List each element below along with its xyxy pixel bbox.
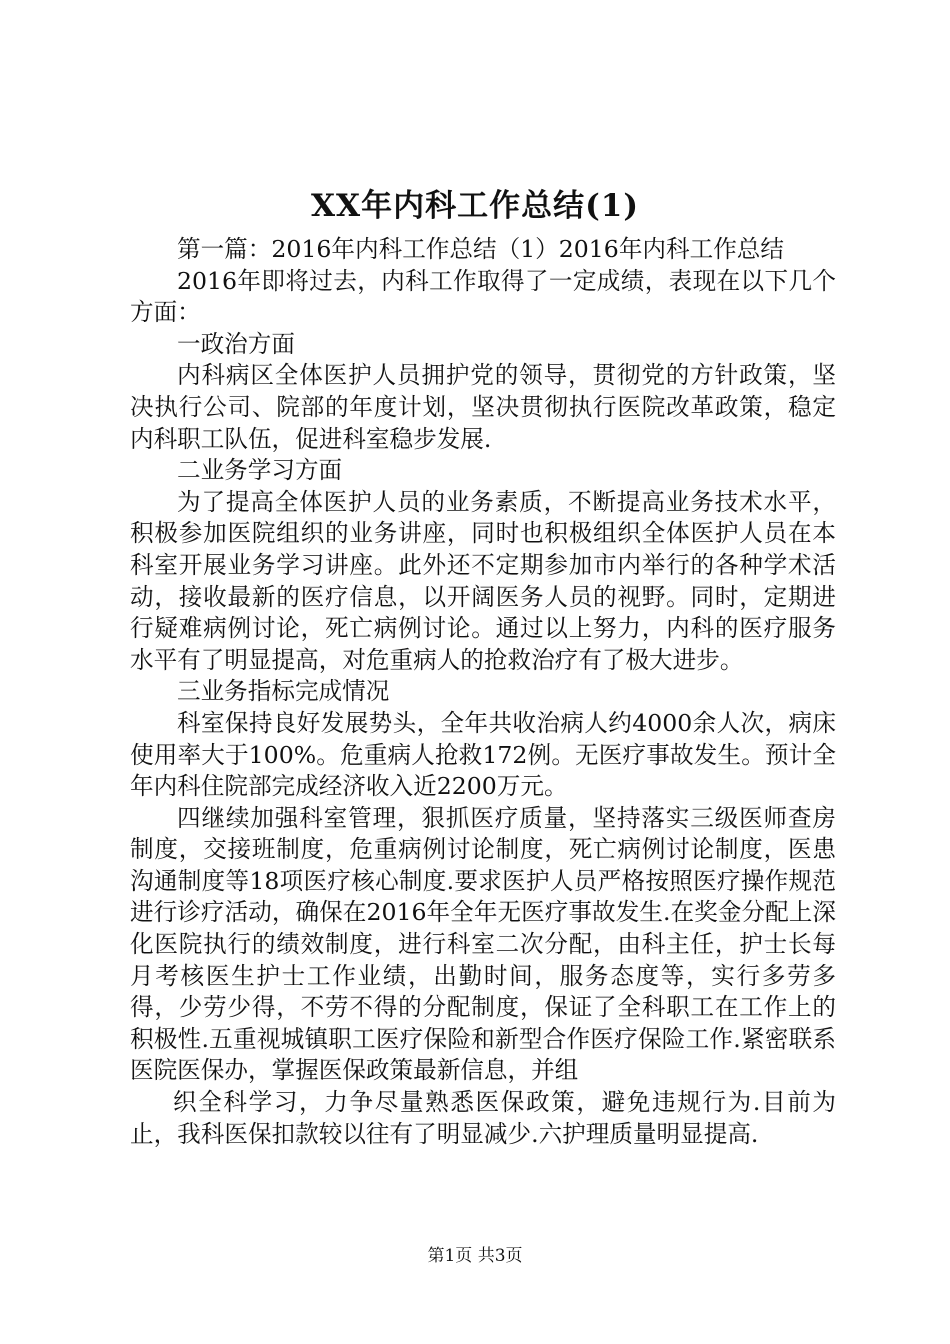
section-heading-study: 二业务学习方面 — [177, 456, 343, 485]
section-heading-indicators: 三业务指标完成情况 — [177, 677, 390, 706]
paragraph-indicators: 科室保持良好发展势头，全年共收治病人约4000余人次，病床使用率大于100%。危重病人抢救172例。无医疗事故发生。预计全年内科住院部完成经济收入近2200万元。 — [130, 708, 836, 801]
page-footer: 第1页 共3页 — [427, 1246, 523, 1266]
paragraph-heading-line: 第一篇：2016年内科工作总结（1）2016年内科工作总结 — [177, 235, 784, 263]
document-title: XX年内科工作总结(1) — [310, 188, 639, 224]
paragraph-study: 为了提高全体医护人员的业务素质，不断提高业务技术水平，积极参加医院组织的业务讲座，同时也积极组织全体医护人员在本科室开展业务学习讲座。此外还不定期参加市内举行的各种学术活动，接收最新的医疗信息，以开阔医务人员的视野。同时，定期进行疑难病例讨论，死亡病例讨论。通过以上努力，内科的医疗服务水平有了明显提高，对危重病人的抢救治疗有了极大进步。 — [130, 487, 836, 674]
paragraph-politics: 内科病区全体医护人员拥护党的领导，贯彻党的方针政策，坚决执行公司、院部的年度计划，坚决贯彻执行医院改革政策，稳定内科职工队伍，促进科室稳步发展. — [130, 361, 836, 453]
section-heading-politics: 一政治方面 — [177, 329, 295, 358]
paragraph-insurance: 织全科学习，力争尽量熟悉医保政策，避免违规行为.目前为止，我科医保扣款较以往有了明显减少.六护理质量明显提高. — [130, 1088, 836, 1148]
paragraph-management: 四继续加强科室管理，狠抓医疗质量，坚持落实三级医师查房制度，交接班制度，危重病例讨论制度，死亡病例讨论制度，医患沟通制度等18项医疗核心制度.要求医护人员严格按照医疗操作规范进行诊疗活动，确保在2016年全年无医疗事故发生.在奖金分配上深化医院执行的绩效制度，进行科室二次分配，由科主任，护士长每月考核医生护士工作业绩，出勤时间，服务态度等，实行多劳多得，少劳少得，不劳不得的分配制度，保证了全科职工在工作上的积极性.五重视城镇职工医疗保险和新型合作医疗保险工作.紧密联系医院医保办，掌握医保政策最新信息，并组 — [130, 803, 836, 1085]
paragraph-intro: 2016年即将过去，内科工作取得了一定成绩，表现在以下几个方面： — [130, 266, 836, 327]
document-body — [130, 234, 836, 1150]
